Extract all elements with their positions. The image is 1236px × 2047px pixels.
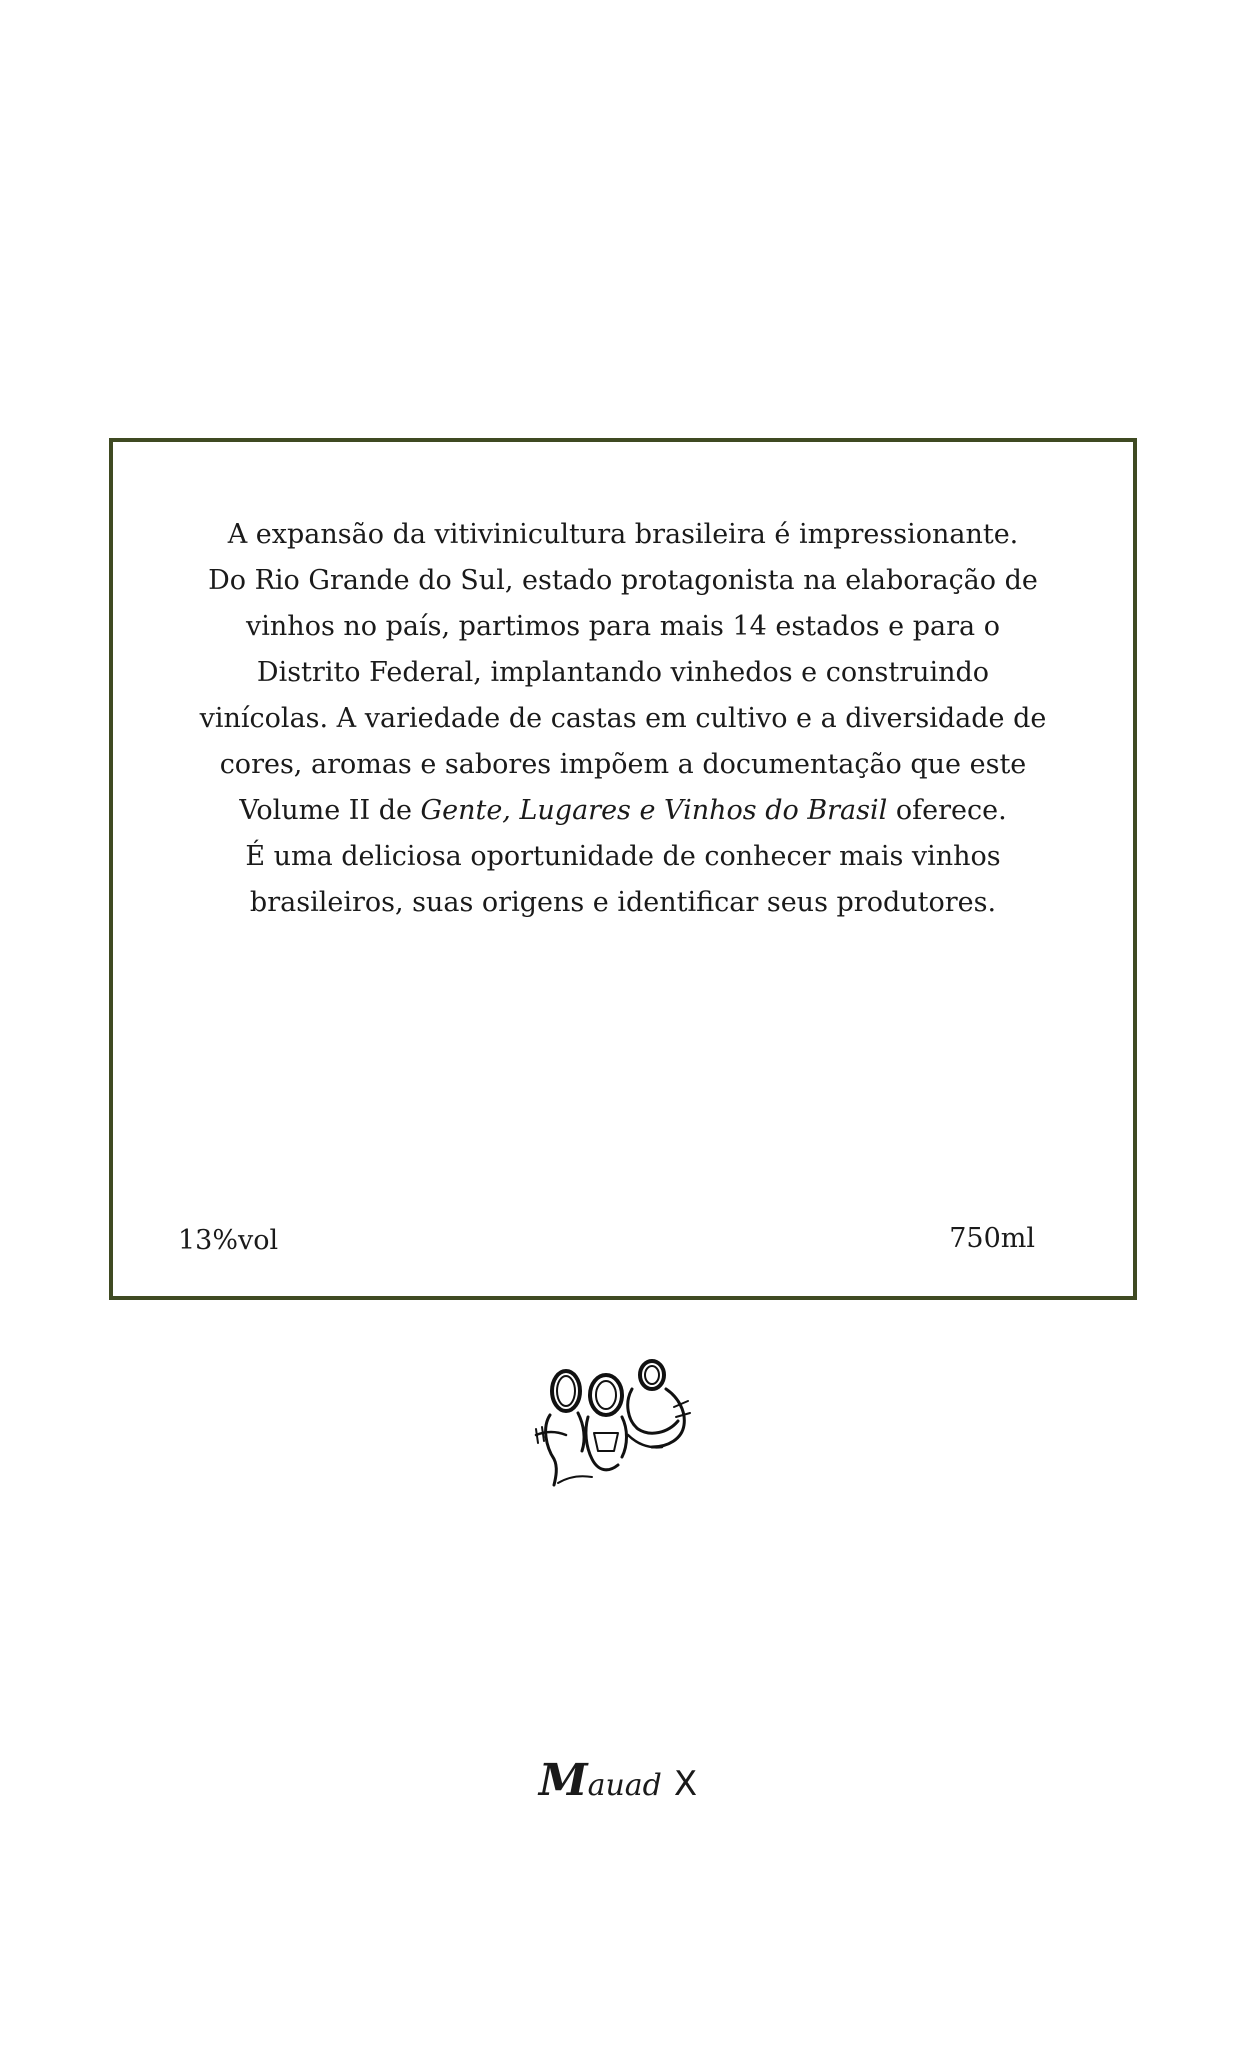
blurb-line-volume [153, 788, 1093, 834]
three-figures-sketch-icon [528, 1355, 698, 1495]
publisher-suffix: X [673, 1764, 698, 1804]
back-cover-blurb [153, 512, 1093, 926]
blurb-line: vinícolas. A variedade de castas em cultivo e a diversidade de [199, 703, 1047, 734]
blurb-line: Do Rio Grande do Sul, estado protagonista na elaboração de [208, 565, 1038, 596]
blurb-line: A expansão da vitivinicultura brasileira é impressionante. [227, 519, 1019, 550]
blurb-line: Distrito Federal, implantando vinhedos e construindo [256, 657, 990, 688]
blurb-line: vinhos no país, partimos para mais 14 estados e para o [246, 611, 1000, 642]
wine-label-frame [109, 438, 1137, 1300]
alcohol-content: 13%vol [178, 1225, 279, 1256]
blurb-line: É uma deliciosa oportunidade de conhecer mais vinhos [245, 841, 1001, 872]
publisher-name-rest: auad [587, 1768, 662, 1803]
publisher-logo [0, 1755, 1236, 1806]
blurb-line: cores, aromas e sabores impõem a documentação que este [219, 749, 1027, 780]
bottle-volume: 750ml [949, 1223, 1035, 1254]
volume-line-after: oferece. [887, 795, 1007, 826]
volume-line-before: Volume II de [239, 795, 421, 826]
publisher-initial: M [538, 1755, 588, 1806]
book-title: Gente, Lugares e Vinhos do Brasil [420, 795, 888, 826]
blurb-line: brasileiros, suas origens e identificar seus produtores. [249, 887, 997, 918]
